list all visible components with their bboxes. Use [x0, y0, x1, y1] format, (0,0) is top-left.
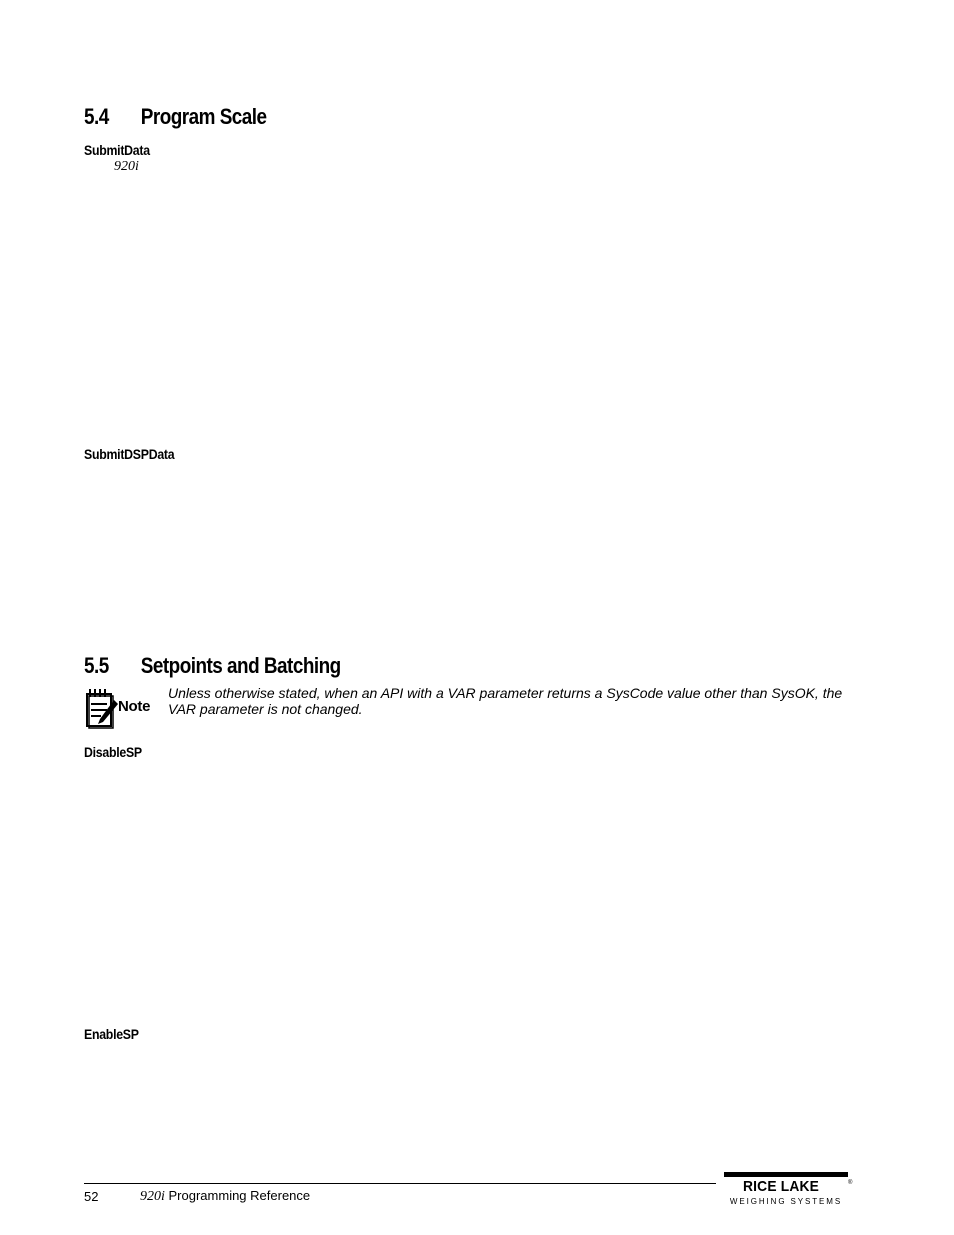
- api-heading-submitdspdata: SubmitDSPData: [84, 446, 175, 462]
- footer-rule: [84, 1183, 716, 1184]
- logo-tagline: WEIGHING SYSTEMS: [729, 1197, 843, 1206]
- notepad-icon: [84, 688, 120, 730]
- section-number: 5.5: [84, 653, 109, 678]
- note-label: Note: [118, 698, 151, 715]
- rice-lake-logo: [724, 1172, 854, 1208]
- logo-wordmark: RICE LAKE: [743, 1178, 820, 1195]
- section-title: Setpoints and Batching: [140, 653, 341, 678]
- api-heading-disablesp: DisableSP: [84, 744, 142, 760]
- footer-title: [140, 1188, 310, 1205]
- section-number: 5.4: [84, 104, 109, 129]
- model-label: 920i: [114, 159, 139, 174]
- api-heading-enablesp: EnableSP: [84, 1026, 139, 1042]
- note-callout: [84, 688, 158, 730]
- section-heading-setpoints-batching: [84, 653, 341, 679]
- registered-mark: ®: [848, 1180, 853, 1186]
- footer-model: 920i: [140, 1189, 165, 1204]
- logo-bar: [724, 1172, 848, 1177]
- api-heading-submitdata: SubmitData: [84, 142, 150, 158]
- note-text: Unless otherwise stated, when an API with a VAR parameter returns a SysCode value other than SysOK, the VAR parameter is not changed.: [168, 685, 843, 717]
- section-title: Program Scale: [140, 104, 267, 129]
- section-heading-program-scale: [84, 104, 267, 130]
- footer-page-number: 52: [84, 1189, 99, 1204]
- footer-doc-title: Programming Reference: [168, 1188, 311, 1203]
